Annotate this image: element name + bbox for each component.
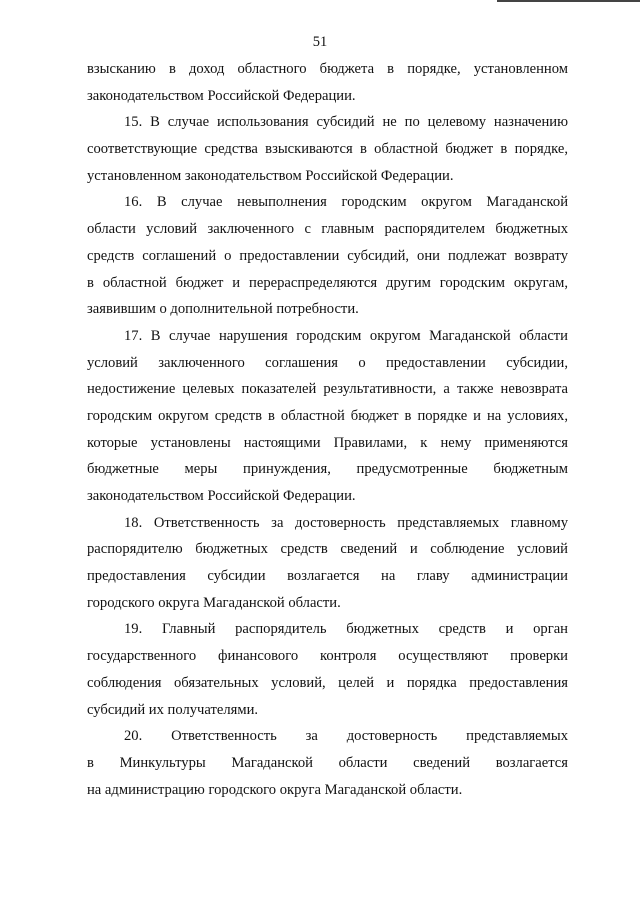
paragraph-15	[87, 109, 568, 189]
text-line: условий заключенного соглашения о предоставлении субсидии,	[87, 354, 568, 371]
text-line: 20. Ответственность за достоверность представляемых	[124, 728, 568, 745]
paragraph-14-continuation	[87, 56, 568, 109]
text-line: которые установлены настоящими Правилами, к нему применяются	[87, 434, 568, 451]
text-line: области условий заключенного с главным распорядителем бюджетных	[87, 221, 568, 238]
text-line: предоставления субсидии возлагается на главу администрации	[87, 568, 568, 585]
text-line: взысканию в доход областного бюджета в порядке, установленном	[87, 61, 568, 77]
text-line: государственного финансового контроля осуществляют проверки	[87, 648, 568, 665]
text-line: распорядителю бюджетных средств сведений и соблюдение условий	[87, 541, 568, 558]
text-line: недостижение целевых показателей результативности, а также невозврата	[87, 381, 568, 398]
text-line: соответствующие средства взыскиваются в областной бюджет в порядке,	[87, 141, 568, 158]
text-line: заявившим о дополнительной потребности.	[87, 301, 359, 318]
text-line: 16. В случае невыполнения городским округом Магаданской	[124, 194, 568, 211]
text-line: субсидий их получателями.	[87, 701, 259, 718]
text-line: законодательством Российской Федерации.	[87, 87, 356, 104]
text-line: городского округа Магаданской области.	[87, 594, 341, 611]
text-line: 15. В случае использования субсидий не по целевому назначению	[124, 114, 568, 131]
text-line: соблюдения обязательных условий, целей и порядка предоставления	[87, 674, 568, 691]
text-line: бюджетные меры принуждения, предусмотренные бюджетным	[87, 461, 568, 478]
document-body	[87, 56, 568, 803]
top-edge-rule	[497, 0, 640, 2]
text-line: законодательством Российской Федерации.	[87, 488, 356, 504]
text-line: в Минкультуры Магаданской области сведений возлагается	[87, 754, 568, 771]
paragraph-16	[87, 189, 568, 322]
text-line: 19. Главный распорядитель бюджетных средств и орган	[124, 621, 568, 638]
paragraph-20	[87, 723, 568, 803]
paragraph-17	[87, 323, 568, 510]
text-line: в областной бюджет и перераспределяются другим городским округам,	[87, 274, 568, 291]
text-line: средств соглашений о предоставлении субсидий, они подлежат возврату	[87, 247, 568, 264]
paragraph-19	[87, 616, 568, 723]
text-line: 18. Ответственность за достоверность представляемых главному	[124, 514, 568, 531]
text-line: 17. В случае нарушения городским округом Магаданской области	[124, 327, 568, 344]
text-line: городским округом средств в областной бюджет в порядке и на условиях,	[87, 407, 568, 424]
text-line: установленном законодательством Российской Федерации.	[87, 167, 454, 184]
text-line: на администрацию городского округа Магаданской области.	[87, 781, 463, 798]
paragraph-18	[87, 510, 568, 617]
page-number: 51	[312, 34, 328, 50]
